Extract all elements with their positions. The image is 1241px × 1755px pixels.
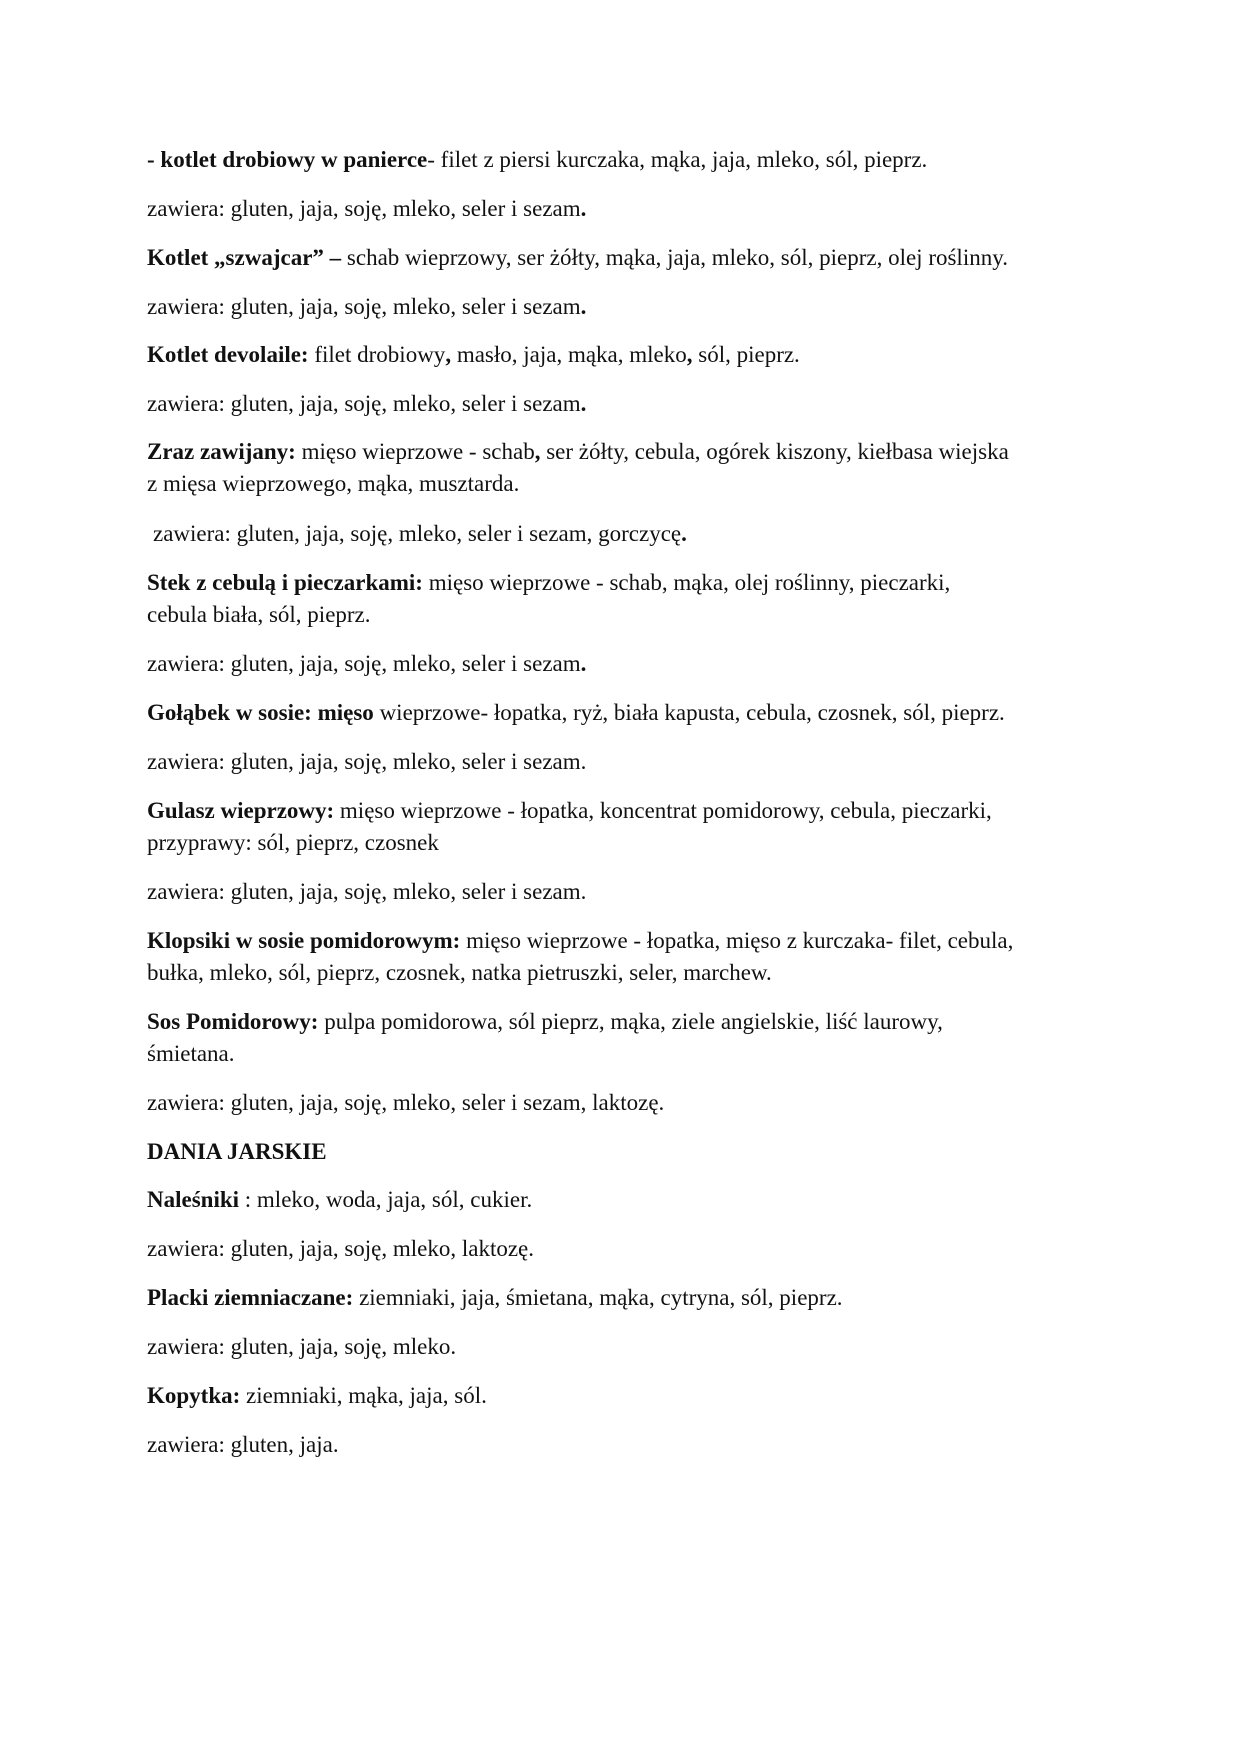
allergens-text: zawiera: gluten, jaja, soję, mleko, seler i sezam bbox=[147, 391, 581, 416]
item-description: wieprzowe- łopatka, ryż, biała kapusta, cebula, czosnek, sól, pieprz. bbox=[373, 700, 1005, 725]
allergens-period: . bbox=[580, 294, 587, 319]
item-title: Placki ziemniaczane: bbox=[147, 1285, 354, 1310]
item-description: : mleko, woda, jaja, sól, cukier. bbox=[239, 1187, 533, 1212]
allergens-text: zawiera: gluten, jaja, soję, mleko, seler i sezam bbox=[147, 651, 581, 676]
item-description: ziemniaki, jaja, śmietana, mąka, cytryna, sól, pieprz. bbox=[353, 1285, 843, 1310]
item-description: śmietana. bbox=[147, 1041, 235, 1066]
item-description: bułka, mleko, sól, pieprz, czosnek, natka pietruszki, seler, marchew. bbox=[147, 960, 772, 985]
item-description: cebula biała, sól, pieprz. bbox=[147, 602, 371, 627]
item-line bbox=[147, 957, 772, 989]
allergens-line bbox=[153, 518, 687, 550]
item-description: sól, pieprz. bbox=[692, 342, 800, 367]
allergens-line bbox=[147, 193, 586, 225]
item-line bbox=[147, 697, 1005, 729]
item-title: - kotlet drobiowy w panierce bbox=[147, 147, 428, 172]
item-description: przyprawy: sól, pieprz, czosnek bbox=[147, 830, 439, 855]
item-line bbox=[147, 144, 927, 176]
allergens-line bbox=[147, 746, 586, 778]
item-line bbox=[147, 1184, 532, 1216]
item-title: Sos Pomidorowy: bbox=[147, 1009, 319, 1034]
item-description: filet drobiowy bbox=[308, 342, 446, 367]
allergens-line bbox=[147, 648, 586, 680]
allergens-text: zawiera: gluten, jaja, soję, mleko, seler i sezam. bbox=[147, 749, 587, 774]
item-line bbox=[147, 339, 800, 371]
item-title: Kotlet „szwajcar” – bbox=[147, 245, 342, 270]
allergens-text: zawiera: gluten, jaja, soję, mleko, laktozę. bbox=[147, 1236, 535, 1261]
allergens-text: zawiera: gluten, jaja, soję, mleko, seler i sezam bbox=[147, 196, 581, 221]
allergens-text: zawiera: gluten, jaja, soję, mleko, seler i sezam, gorczycę bbox=[153, 521, 682, 546]
allergens-line bbox=[147, 1087, 664, 1119]
item-description: pulpa pomidorowa, sól pieprz, mąka, ziele angielskie, liść laurowy, bbox=[318, 1009, 943, 1034]
allergens-line bbox=[147, 1233, 534, 1265]
allergens-text: zawiera: gluten, jaja, soję, mleko, seler i sezam. bbox=[147, 879, 587, 904]
item-description: - filet z piersi kurczaka, mąka, jaja, mleko, sól, pieprz. bbox=[427, 147, 928, 172]
item-title: Gulasz wieprzowy: bbox=[147, 798, 335, 823]
item-line bbox=[147, 567, 950, 599]
item-title: Kotlet devolaile: bbox=[147, 342, 309, 367]
item-line bbox=[147, 795, 992, 827]
item-title: Kopytka: bbox=[147, 1383, 241, 1408]
allergens-text: zawiera: gluten, jaja, soję, mleko. bbox=[147, 1334, 457, 1359]
allergens-line bbox=[147, 388, 586, 420]
item-description: ziemniaki, mąka, jaja, sól. bbox=[240, 1383, 487, 1408]
allergens-period: . bbox=[580, 651, 587, 676]
item-description: mięso wieprzowe - łopatka, mięso z kurczaka- filet, cebula, bbox=[460, 928, 1014, 953]
item-description: masło, jaja, mąka, mleko bbox=[451, 342, 687, 367]
allergens-line bbox=[147, 1429, 339, 1461]
item-description: mięso wieprzowe - schab bbox=[295, 439, 535, 464]
item-line bbox=[147, 925, 1013, 957]
item-line bbox=[147, 436, 1009, 468]
allergens-text: zawiera: gluten, jaja, soję, mleko, seler i sezam, laktozę. bbox=[147, 1090, 665, 1115]
item-description: schab wieprzowy, ser żółty, mąka, jaja, mleko, sól, pieprz, olej roślinny. bbox=[341, 245, 1008, 270]
allergens-period: . bbox=[580, 196, 587, 221]
item-line bbox=[147, 1038, 235, 1070]
item-title: Klopsiki w sosie pomidorowym: bbox=[147, 928, 461, 953]
item-description-comma: , bbox=[445, 342, 452, 367]
allergens-period: . bbox=[580, 391, 587, 416]
item-description-comma: , bbox=[534, 439, 541, 464]
item-description: z mięsa wieprzowego, mąka, musztarda. bbox=[147, 471, 520, 496]
document-page bbox=[147, 0, 1107, 1755]
item-line bbox=[147, 468, 519, 500]
allergens-text: zawiera: gluten, jaja. bbox=[147, 1432, 339, 1457]
item-line bbox=[147, 1282, 843, 1314]
item-line bbox=[147, 1380, 487, 1412]
item-description-comma: , bbox=[686, 342, 693, 367]
item-line bbox=[147, 242, 1008, 274]
item-line bbox=[147, 1006, 943, 1038]
allergens-line bbox=[147, 291, 586, 323]
allergens-line bbox=[147, 1331, 456, 1363]
section-heading-text: DANIA JARSKIE bbox=[147, 1139, 327, 1164]
item-title: Naleśniki bbox=[147, 1187, 240, 1212]
item-description: ser żółty, cebula, ogórek kiszony, kiełbasa wiejska bbox=[540, 439, 1009, 464]
allergens-line bbox=[147, 876, 586, 908]
allergens-text: zawiera: gluten, jaja, soję, mleko, seler i sezam bbox=[147, 294, 581, 319]
item-title: Stek z cebulą i pieczarkami: bbox=[147, 570, 423, 595]
item-title: Zraz zawijany: bbox=[147, 439, 296, 464]
item-line bbox=[147, 827, 439, 859]
item-description: mięso wieprzowe - łopatka, koncentrat pomidorowy, cebula, pieczarki, bbox=[334, 798, 992, 823]
allergens-period: . bbox=[681, 521, 687, 546]
item-line bbox=[147, 599, 371, 631]
item-description: mięso wieprzowe - schab, mąka, olej roślinny, pieczarki, bbox=[422, 570, 951, 595]
section-heading bbox=[147, 1136, 327, 1168]
item-title: Gołąbek w sosie: mięso bbox=[147, 700, 374, 725]
